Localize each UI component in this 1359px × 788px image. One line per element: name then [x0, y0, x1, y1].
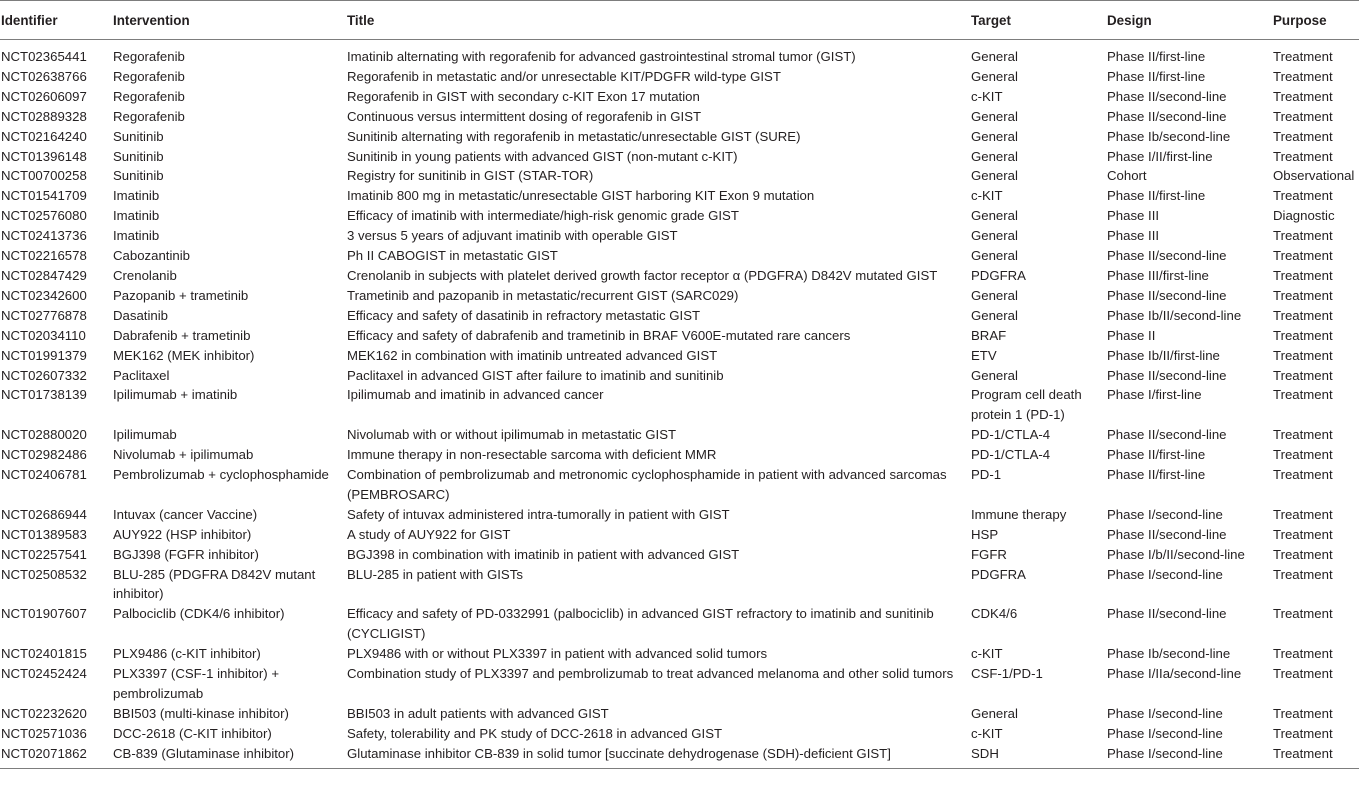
cell-intervention: Cabozantinib: [113, 248, 190, 264]
cell-intervention: Palbociclib (CDK4/6 inhibitor): [113, 606, 285, 622]
cell-identifier: NCT01907607: [1, 606, 87, 622]
cell-purpose: Observational: [1273, 168, 1355, 184]
cell-design: Phase II/second-line: [1107, 606, 1227, 622]
cell-title: Sunitinib in young patients with advanced GIST (non-mutant c-KIT): [347, 148, 738, 164]
cell-target: General: [971, 228, 1018, 244]
cell-purpose: Treatment: [1273, 108, 1333, 124]
table-row: [0, 346, 1359, 366]
cell-intervention: BGJ398 (FGFR inhibitor): [113, 546, 259, 562]
cell-title: Registry for sunitinib in GIST (STAR-TOR): [347, 168, 594, 184]
cell-intervention: Imatinib: [113, 208, 160, 224]
cell-design: Phase III: [1107, 228, 1160, 244]
cell-target: c-KIT: [971, 188, 1003, 204]
cell-identifier: NCT02216578: [1, 248, 87, 264]
cell-title: Efficacy and safety of dabrafenib and trametinib in BRAF V600E-mutated rare cancers: [347, 327, 851, 343]
cell-intervention: Sunitinib: [113, 128, 164, 144]
cell-purpose: Treatment: [1273, 705, 1333, 721]
table-row: [0, 246, 1359, 266]
cell-title: BLU-285 in patient with GISTs: [347, 566, 523, 582]
cell-design: Phase I/second-line: [1107, 725, 1223, 741]
cell-intervention: Regorafenib: [113, 108, 185, 124]
cell-intervention: CB-839 (Glutaminase inhibitor): [112, 744, 346, 768]
table-row: [0, 286, 1359, 306]
cell-title: Safety, tolerability and PK study of DCC-2618 in advanced GIST: [347, 725, 723, 741]
cell-purpose: Treatment: [1273, 646, 1333, 662]
table-row: [0, 465, 1359, 505]
cell-purpose: Treatment: [1273, 666, 1333, 682]
cell-identifier: NCT02847429: [1, 267, 87, 283]
cell-title: Continuous versus intermittent dosing of regorafenib in GIST: [347, 108, 702, 124]
cell-design: Phase II: [1107, 327, 1156, 343]
cell-intervention: Regorafenib: [113, 49, 185, 64]
cell-purpose: Treatment: [1273, 447, 1333, 463]
cell-target: SDH: [970, 744, 1106, 768]
header-target: Target: [970, 1, 1106, 40]
cell-identifier: NCT02164240: [1, 128, 87, 144]
cell-intervention: Pembrolizumab + cyclophosphamide: [113, 467, 329, 483]
cell-design: Phase I/first-line: [1107, 387, 1202, 403]
header-title: Title: [346, 1, 970, 40]
cell-identifier: NCT02071862: [0, 744, 112, 768]
cell-design: Phase III: [1107, 208, 1160, 224]
table-row: [0, 127, 1359, 147]
cell-purpose: Treatment: [1273, 68, 1333, 84]
cell-design: Phase II/second-line: [1107, 88, 1227, 104]
cell-title: Efficacy and safety of PD-0332991 (palbociclib) in advanced GIST refractory to imatinib and sunitinib (CYCLIGIST): [347, 606, 934, 642]
table-row: [0, 664, 1359, 704]
cell-target: PDGFRA: [971, 566, 1026, 582]
table-row: [0, 186, 1359, 206]
cell-purpose: Diagnostic: [1273, 208, 1335, 224]
cell-target: General: [971, 248, 1018, 264]
cell-title: Regorafenib in GIST with secondary c-KIT Exon 17 mutation: [347, 88, 700, 104]
cell-title: Nivolumab with or without ipilimumab in metastatic GIST: [347, 427, 677, 443]
cell-design: Cohort: [1107, 168, 1147, 184]
cell-intervention: BLU-285 (PDGFRA D842V mutant inhibitor): [113, 566, 316, 602]
cell-identifier: NCT02257541: [1, 546, 87, 562]
table-row: [0, 724, 1359, 744]
cell-identifier: NCT02365441: [1, 49, 87, 64]
cell-design: Phase Ib/second-line: [1107, 128, 1231, 144]
table-header: [0, 1, 1359, 40]
cell-identifier: NCT02776878: [1, 307, 87, 323]
cell-intervention: Dabrafenib + trametinib: [113, 327, 251, 343]
header-purpose: Purpose: [1272, 1, 1359, 40]
cell-intervention: Regorafenib: [113, 88, 185, 104]
cell-purpose: Treatment: [1273, 49, 1333, 64]
cell-intervention: Intuvax (cancer Vaccine): [113, 506, 258, 522]
cell-target: General: [971, 148, 1018, 164]
cell-design: Phase II/second-line: [1107, 526, 1227, 542]
cell-target: General: [971, 49, 1018, 64]
cell-target: c-KIT: [971, 725, 1003, 741]
cell-title: Imatinib 800 mg in metastatic/unresectable GIST harboring KIT Exon 9 mutation: [347, 188, 815, 204]
cell-target: c-KIT: [971, 646, 1003, 662]
header-identifier: Identifier: [0, 1, 112, 40]
cell-purpose: Treatment: [1273, 566, 1333, 582]
cell-purpose: Treatment: [1273, 347, 1333, 363]
cell-identifier: NCT02452424: [1, 666, 87, 682]
cell-purpose: Treatment: [1273, 546, 1333, 562]
cell-identifier: NCT01389583: [1, 526, 87, 542]
cell-target: General: [971, 128, 1018, 144]
cell-design: Phase I/second-line: [1107, 506, 1223, 522]
cell-identifier: NCT02686944: [1, 506, 87, 522]
table-row: [0, 266, 1359, 286]
cell-title: MEK162 in combination with imatinib untreated advanced GIST: [347, 347, 718, 363]
cell-title: 3 versus 5 years of adjuvant imatinib with operable GIST: [347, 228, 678, 244]
cell-identifier: NCT02401815: [1, 646, 87, 662]
cell-title: Sunitinib alternating with regorafenib in metastatic/unresectable GIST (SURE): [347, 128, 801, 144]
cell-title: Paclitaxel in advanced GIST after failure to imatinib and sunitinib: [347, 367, 724, 383]
table-row: [0, 67, 1359, 87]
cell-target: HSP: [971, 526, 999, 542]
cell-intervention: Sunitinib: [113, 168, 164, 184]
cell-design: Phase I/second-line: [1107, 566, 1223, 582]
cell-identifier: NCT02606097: [1, 88, 87, 104]
cell-target: BRAF: [971, 327, 1007, 343]
table-row: [0, 40, 1359, 67]
cell-intervention: Imatinib: [113, 228, 160, 244]
cell-target: General: [971, 68, 1018, 84]
table-row: [0, 445, 1359, 465]
cell-purpose: Treatment: [1273, 606, 1333, 622]
cell-identifier: NCT01991379: [1, 347, 87, 363]
table-row: [0, 147, 1359, 167]
cell-target: PDGFRA: [971, 267, 1026, 283]
table-row: [0, 226, 1359, 246]
cell-purpose: Treatment: [1273, 248, 1333, 264]
header-row: [0, 1, 1359, 40]
cell-purpose: Treatment: [1273, 228, 1333, 244]
cell-design: Phase II/second-line: [1107, 248, 1227, 264]
header-intervention: Intervention: [112, 1, 346, 40]
cell-title: PLX9486 with or without PLX3397 in patient with advanced solid tumors: [347, 646, 768, 662]
cell-purpose: Treatment: [1273, 287, 1333, 303]
cell-intervention: Pazopanib + trametinib: [113, 287, 249, 303]
cell-design: Phase II/second-line: [1107, 108, 1227, 124]
cell-design: Phase II/first-line: [1107, 188, 1206, 204]
cell-title: Combination study of PLX3397 and pembrolizumab to treat advanced melanoma and other solid tumors: [347, 666, 954, 682]
cell-target: PD-1: [971, 467, 1002, 483]
cell-identifier: NCT02576080: [1, 208, 87, 224]
cell-target: General: [971, 168, 1018, 184]
table-row: [0, 385, 1359, 425]
cell-purpose: Treatment: [1273, 267, 1333, 283]
cell-purpose: Treatment: [1273, 307, 1333, 323]
cell-design: Phase II/first-line: [1107, 447, 1206, 463]
table-row: [0, 604, 1359, 644]
cell-identifier: NCT02413736: [1, 228, 87, 244]
cell-identifier: NCT01541709: [1, 188, 87, 204]
cell-target: General: [971, 307, 1018, 323]
cell-intervention: Dasatinib: [113, 307, 168, 323]
cell-title: Immune therapy in non-resectable sarcoma with deficient MMR: [347, 447, 717, 463]
cell-target: c-KIT: [971, 88, 1003, 104]
cell-identifier: NCT02342600: [1, 287, 87, 303]
cell-intervention: Ipilimumab + imatinib: [113, 387, 238, 403]
table-body: [0, 40, 1359, 769]
cell-title: Imatinib alternating with regorafenib for advanced gastrointestinal stromal tumor (GIST): [347, 49, 856, 64]
cell-target: General: [971, 367, 1018, 383]
cell-design: Phase Ib/second-line: [1107, 646, 1231, 662]
cell-target: CSF-1/PD-1: [971, 666, 1043, 682]
cell-identifier: NCT01396148: [1, 148, 87, 164]
table-row: [0, 545, 1359, 565]
cell-identifier: NCT02571036: [1, 725, 87, 741]
cell-intervention: PLX3397 (CSF-1 inhibitor) + pembrolizumab: [113, 666, 280, 701]
cell-title: Safety of intuvax administered intra-tumorally in patient with GIST: [347, 506, 730, 522]
cell-title: Glutaminase inhibitor CB-839 in solid tumor [succinate dehydrogenase (SDH)-deficient GIST]: [346, 744, 970, 768]
table-row: [0, 644, 1359, 664]
header-design: Design: [1106, 1, 1272, 40]
cell-design: Phase I/II/first-line: [1107, 148, 1213, 164]
table-row: [0, 744, 1359, 768]
table-row: [0, 87, 1359, 107]
cell-design: Phase Ib/II/first-line: [1107, 347, 1220, 363]
cell-title: BGJ398 in combination with imatinib in patient with advanced GIST: [347, 546, 740, 562]
cell-target: CDK4/6: [971, 606, 1018, 622]
table-row: [0, 366, 1359, 386]
table-row: [0, 206, 1359, 226]
table-row: [0, 306, 1359, 326]
cell-target: General: [971, 108, 1018, 124]
cell-design: Phase II/second-line: [1107, 287, 1227, 303]
cell-target: ETV: [971, 347, 997, 363]
cell-intervention: Sunitinib: [113, 148, 164, 164]
cell-identifier: NCT02638766: [1, 68, 87, 84]
cell-title: Ipilimumab and imatinib in advanced cancer: [347, 387, 604, 403]
cell-identifier: NCT00700258: [1, 168, 87, 184]
cell-purpose: Treatment: [1273, 148, 1333, 164]
cell-intervention: DCC-2618 (C-KIT inhibitor): [113, 725, 272, 741]
cell-target: PD-1/CTLA-4: [971, 427, 1051, 443]
cell-title: Trametinib and pazopanib in metastatic/recurrent GIST (SARC029): [347, 287, 739, 303]
cell-purpose: Treatment: [1273, 387, 1333, 403]
cell-purpose: Treatment: [1273, 128, 1333, 144]
table-row: [0, 525, 1359, 545]
cell-intervention: Ipilimumab: [113, 427, 177, 443]
table-row: [0, 425, 1359, 445]
cell-identifier: NCT02232620: [1, 705, 87, 721]
cell-purpose: Treatment: [1273, 367, 1333, 383]
cell-purpose: Treatment: [1273, 467, 1333, 483]
cell-title: Regorafenib in metastatic and/or unresectable KIT/PDGFR wild-type GIST: [347, 68, 781, 84]
cell-design: Phase I/IIa/second-line: [1107, 666, 1242, 682]
cell-target: General: [971, 705, 1018, 721]
cell-identifier: NCT01738139: [1, 387, 87, 403]
table-row: [0, 505, 1359, 525]
table-row: [0, 704, 1359, 724]
cell-design: Phase I/second-line: [1107, 705, 1223, 721]
cell-title: Combination of pembrolizumab and metronomic cyclophosphamide in patient with advanced sarcomas (PEMBROSARC): [347, 467, 947, 502]
cell-identifier: NCT02880020: [1, 427, 87, 443]
cell-intervention: Imatinib: [113, 188, 160, 204]
cell-intervention: Nivolumab + ipilimumab: [113, 447, 254, 463]
cell-identifier: NCT02508532: [1, 566, 87, 582]
cell-purpose: Treatment: [1273, 88, 1333, 104]
cell-purpose: Treatment: [1273, 526, 1333, 542]
cell-purpose: Treatment: [1273, 327, 1333, 343]
cell-target: PD-1/CTLA-4: [971, 447, 1051, 463]
cell-identifier: NCT02607332: [1, 367, 87, 383]
cell-identifier: NCT02034110: [1, 327, 86, 343]
cell-design: Phase I/second-line: [1106, 744, 1272, 768]
cell-intervention: MEK162 (MEK inhibitor): [113, 347, 255, 363]
table-row: [0, 565, 1359, 605]
cell-intervention: Crenolanib: [113, 267, 177, 283]
cell-intervention: PLX9486 (c-KIT inhibitor): [113, 646, 261, 662]
cell-identifier: NCT02406781: [1, 467, 87, 483]
cell-identifier: NCT02889328: [1, 108, 87, 124]
cell-design: Phase Ib/II/second-line: [1107, 307, 1242, 323]
cell-intervention: AUY922 (HSP inhibitor): [113, 526, 252, 542]
cell-purpose: Treatment: [1273, 427, 1333, 443]
cell-intervention: Regorafenib: [113, 68, 185, 84]
cell-title: Efficacy of imatinib with intermediate/high-risk genomic grade GIST: [347, 208, 739, 224]
cell-title: A study of AUY922 for GIST: [347, 526, 511, 542]
cell-intervention: BBI503 (multi-kinase inhibitor): [113, 705, 289, 721]
cell-design: Phase III/first-line: [1107, 267, 1209, 283]
cell-design: Phase II/first-line: [1107, 68, 1206, 84]
cell-design: Phase II/second-line: [1107, 427, 1227, 443]
cell-target: FGFR: [971, 546, 1007, 562]
cell-target: Immune therapy: [971, 506, 1067, 522]
cell-design: Phase II/first-line: [1107, 467, 1206, 483]
table-row: [0, 166, 1359, 186]
cell-target: General: [971, 287, 1018, 303]
cell-design: Phase II/first-line: [1107, 49, 1206, 64]
cell-target: General: [971, 208, 1018, 224]
cell-design: Phase II/second-line: [1107, 367, 1227, 383]
cell-title: Efficacy and safety of dasatinib in refractory metastatic GIST: [347, 307, 701, 323]
cell-title: Crenolanib in subjects with platelet derived growth factor receptor α (PDGFRA) D842V mutated GIST: [347, 267, 938, 283]
cell-target: Program cell death protein 1 (PD-1): [971, 387, 1082, 423]
cell-title: BBI503 in adult patients with advanced GIST: [347, 705, 609, 721]
cell-purpose: Treatment: [1272, 744, 1359, 768]
cell-intervention: Paclitaxel: [113, 367, 170, 383]
cell-purpose: Treatment: [1273, 506, 1333, 522]
table-row: [0, 107, 1359, 127]
cell-purpose: Treatment: [1273, 725, 1333, 741]
cell-title: Ph II CABOGIST in metastatic GIST: [347, 248, 558, 264]
table-row: [0, 326, 1359, 346]
cell-design: Phase I/b/II/second-line: [1107, 546, 1245, 562]
cell-identifier: NCT02982486: [1, 447, 87, 463]
cell-purpose: Treatment: [1273, 188, 1333, 204]
